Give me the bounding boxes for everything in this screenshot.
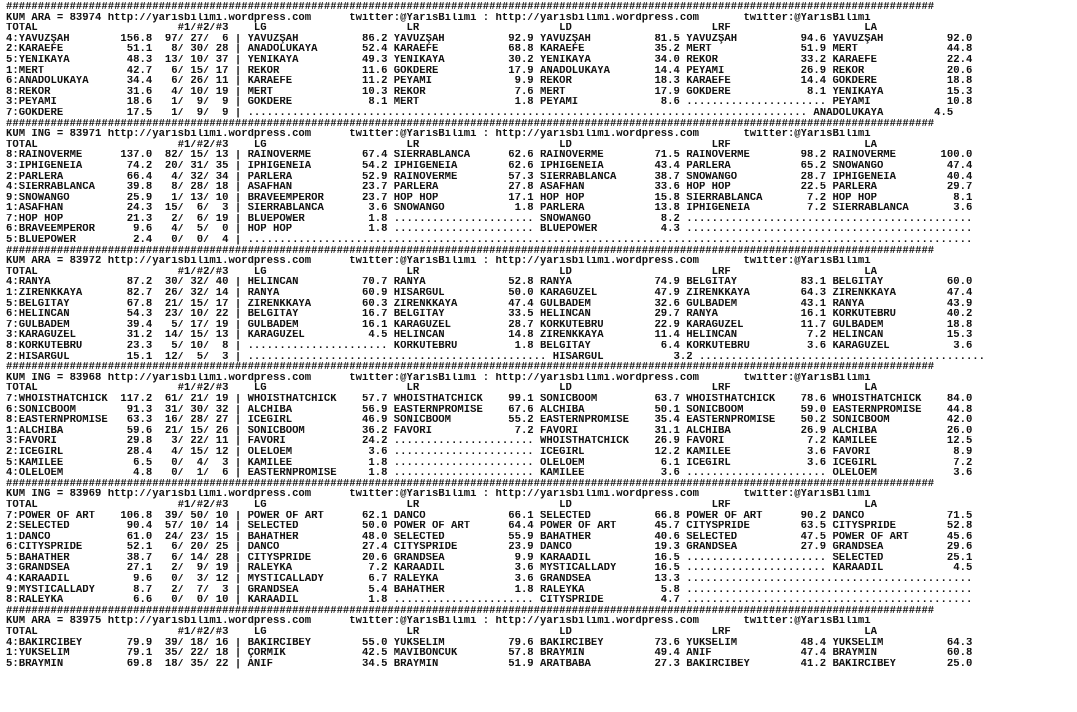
race-header-line: KUM ING = 83971 http://yarisbilimi.wordpress.com twitter:@YarisBilimi : http://yarisbilimi.wordpress.com twitter:@YarisBilimi: [6, 129, 871, 140]
horse-row: 5:BELGİTAY 67.8 21/ 15/ 17 | ZİRENKKAYA 60.3 ZİRENKKAYA 47.4 GÜLBADEM 32.6 GÜLBADEM 43.1 RANYA 43.9: [6, 298, 973, 310]
horse-row: 7:WHOISTHATCHICK 117.2 61/ 21/ 19 | WHOISTHATCHICK 57.7 WHOISTHATCHICK 99.1 SONICBOOM 63.7 WHOISTHATCHICK 78.6 WHOISTHATCHICK 84.0: [6, 393, 973, 405]
horse-row: 6:ANADOLUKAYA 34.4 6/ 26/ 11 | KARAEFE 11.2 PEYAMİ 9.9 REKOR 18.3 KARAEFE 14.4 GÖKDERE 18.8: [6, 76, 973, 87]
horse-row: 1:YÜKSELİM 79.1 35/ 22/ 18 | ÇORMİK 42.5 MAVİBONCUK 57.8 BRAYMİN 49.4 ANİF 47.4 BRAYMİN 60.8: [6, 648, 973, 659]
separator-line: ##################################################################################################################################################: [6, 2, 935, 13]
column-header-line: TOTAL #1/#2/#3 LG LR LD LRF LA: [6, 627, 877, 638]
horse-row: 4:YAVUZŞAH 156.8 97/ 27/ 6 | YAVUZŞAH 86.2 YAVUZŞAH 92.9 YAVUZŞAH 81.5 YAVUZŞAH 94.6 YAVUZŞAH 92.0: [6, 33, 973, 45]
horse-row: 7:GÖKDERE 17.5 1/ 9/ 9 | ........................................................................................ ANADOLUKAYA 4.5: [6, 107, 954, 119]
horse-row: 3:FAVORİ 29.8 3/ 22/ 11 | FAVORİ 24.2 ...................... WHOISTHATCHICK 26.9 FAVORİ 7.2 KAMILEE 12.5: [6, 436, 973, 447]
horse-row: 7:GÜLBADEM 39.4 5/ 17/ 19 | GÜLBADEM 16.1 KARAGÜZEL 28.7 KORKUTEBRU 22.9 KARAGÜZEL 11.7 GÜLBADEM 18.8: [6, 319, 973, 331]
horse-row: 1:MERT 42.7 6/ 15/ 17 | REKOR 11.6 GÖKDERE 17.9 ANADOLUKAYA 14.4 PEYAMİ 26.9 REKOR 20.6: [6, 65, 973, 77]
race-header-line: KUM ARA = 83974 http://yarisbilimi.wordpress.com twitter:@YarisBilimi : http://yarisbilimi.wordpress.com twitter:@YarisBilimi: [6, 12, 871, 24]
horse-row: 7:POWER OF ART 106.8 39/ 50/ 10 | POWER OF ART 62.1 DANCO 66.1 SELECTED 66.8 POWER OF ART 90.2 DANCO 71.5: [6, 510, 973, 522]
separator-line: ##################################################################################################################################################: [6, 245, 935, 257]
separator-line: ##################################################################################################################################################: [6, 478, 935, 490]
horse-row: 5:YENİKAYA 48.3 13/ 10/ 37 | YENİKAYA 49.3 YENİKAYA 30.2 YENİKAYA 34.0 REKOR 33.2 KARAEFE 22.4: [6, 54, 973, 66]
horse-row: 4:KARAADİL 9.6 0/ 3/ 12 | MYSTICALLADY 6.7 RALEYKA 3.6 GRANDSEA 13.3 .............................................: [6, 574, 973, 585]
horse-row: 1:DANCO 61.0 24/ 23/ 15 | BAHATHER 48.0 SELECTED 55.9 BAHATHER 40.6 SELECTED 47.5 POWER OF ART 45.6: [6, 531, 973, 543]
horse-row: 2:ICEGIRL 28.4 4/ 15/ 12 | OLELOEM 3.6 ...................... ICEGIRL 12.2 KAMILEE 3.6 FAVORİ 8.9: [6, 446, 973, 458]
horse-row: 7:HOP HOP 21.3 2/ 6/ 19 | BLUEPOWER 1.8 ...................... SNOWANGO 8.2 .............................................: [6, 213, 973, 225]
horse-row: 2:SELECTED 90.4 57/ 10/ 14 | SELECTED 50.0 POWER OF ART 64.4 POWER OF ART 45.7 CITYSPRIDE 63.5 CITYSPRIDE 52.8: [6, 521, 973, 532]
horse-row: 4:BAKIRCIBEY 79.9 39/ 18/ 16 | BAKIRCIBEY 55.0 YÜKSELİM 79.6 BAKIRCIBEY 73.6 YÜKSELİM 48.4 YÜKSELİM 64.3: [6, 637, 973, 649]
column-header-line: TOTAL #1/#2/#3 LG LR LD LRF LA: [6, 383, 877, 394]
column-header-line: TOTAL #1/#2/#3 LG LR LD LRF LA: [6, 139, 877, 151]
horse-row: 2:PARLERA 66.4 4/ 32/ 34 | PARLERA 52.9 RAINOVERME 57.3 SIERRABLANCA 38.7 SNOWANGO 28.7 IPHIGENEIA 40.4: [6, 171, 973, 183]
horse-row: 8:KORKUTEBRU 23.3 5/ 10/ 8 | ...................... KORKUTEBRU 1.8 BELGİTAY 6.4 KORKUTEBRU 3.6 KARAGÜZEL 3.6: [6, 341, 973, 352]
horse-row: 6:BRAVEEMPEROR 9.6 4/ 5/ 0 | HOP HOP 1.8 ...................... BLUEPOWER 4.3 .............................................: [6, 224, 973, 236]
horse-row: 3:KARAGÜZEL 31.2 14/ 15/ 13 | KARAGÜZEL 4.5 HELİNCAN 14.8 ZİRENKKAYA 11.4 HELİNCAN 7.2 HELİNCAN 15.3: [6, 330, 973, 341]
horse-row: 5:BRAYMİN 69.8 18/ 35/ 22 | ANİF 34.5 BRAYMİN 51.9 ARATBABA 27.3 BAKIRCIBEY 41.2 BAKIRCIBEY 25.0: [6, 658, 973, 670]
horse-row: 8:RALEYKA 6.6 0/ 0/ 10 | KARAADİL 1.8 ...................... CITYSPRIDE 4.7 .............................................: [6, 595, 973, 606]
column-header-line: TOTAL #1/#2/#3 LG LR LD LRF LA: [6, 23, 877, 34]
horse-row: 2:KARAEFE 51.1 8/ 30/ 28 | ANADOLUKAYA 52.4 KARAEFE 68.8 KARAEFE 35.2 MERT 51.9 MERT 44.8: [6, 44, 973, 55]
separator-line: ##################################################################################################################################################: [6, 362, 935, 373]
column-header-line: TOTAL #1/#2/#3 LG LR LD LRF LA: [6, 266, 877, 278]
column-header-line: TOTAL #1/#2/#3 LG LR LD LRF LA: [6, 499, 877, 511]
horse-row: 6:SONICBOOM 91.3 31/ 30/ 32 | ALCHIBA 56.9 EASTERNPROMISE 67.6 ALCHIBA 50.1 SONICBOOM 59.0 EASTERNPROMISE 44.8: [6, 404, 973, 416]
horse-row: 4:RANYA 87.2 30/ 32/ 40 | HELİNCAN 70.7 RANYA 52.8 RANYA 74.9 BELGİTAY 83.1 BELGİTAY 60.0: [6, 277, 973, 289]
horse-row: 6:CITYSPRIDE 52.1 6/ 20/ 25 | DANCO 27.4 CITYSPRIDE 23.9 DANCO 19.3 GRANDSEA 27.9 GRANDSEA 29.6: [6, 542, 973, 553]
horse-row: 5:KAMILEE 6.5 0/ 4/ 3 | KAMILEE 1.8 ...................... OLELOEM 6.1 ICEGIRL 3.6 ICEGIRL 7.2: [6, 457, 973, 469]
horse-row: 1:ALCHIBA 59.6 21/ 15/ 26 | SONICBOOM 36.2 FAVORİ 7.2 FAVORİ 31.1 ALCHIBA 26.9 ALCHIBA 26.0: [6, 425, 973, 437]
separator-line: ##################################################################################################################################################: [6, 605, 935, 617]
horse-row: 3:PEYAMİ 18.6 1/ 9/ 9 | GÖKDERE 8.1 MERT 1.8 PEYAMİ 8.6 ...................... PEYAMİ 10.8: [6, 97, 973, 108]
horse-row: 6:HELİNCAN 54.3 23/ 10/ 22 | BELGİTAY 16.7 BELGİTAY 33.5 HELİNCAN 29.7 RANYA 16.1 KORKUTEBRU 40.2: [6, 309, 973, 320]
horse-row: 5:BAHATHER 38.7 6/ 14/ 28 | CITYSPRIDE 20.6 GRANDSEA 9.9 KARAADİL 16.5 ...................... SELECTED 25.1: [6, 552, 973, 564]
horse-row: 1:ZİRENKKAYA 82.7 26/ 32/ 14 | RANYA 60.9 HİSARGÜL 50.0 KARAGÜZEL 47.9 ZİRENKKAYA 64.3 ZİRENKKAYA 47.4: [6, 288, 973, 299]
horse-row: 4:SIERRABLANCA 39.8 8/ 28/ 18 | ASAFHAN 23.7 PARLERA 27.8 ASAFHAN 33.6 HOP HOP 22.5 PARLERA 29.7: [6, 182, 973, 193]
horse-row: 2:HİSARGÜL 15.1 12/ 5/ 3 | ............................................... HİSARGÜL 3.2 .............................................: [6, 351, 986, 363]
horse-row: 3:GRANDSEA 27.1 2/ 9/ 19 | RALEYKA 7.2 KARAADİL 3.6 MYSTICALLADY 16.5 ...................... KARAADİL 4.5: [6, 563, 973, 575]
horse-row: 4:OLELOEM 4.8 0/ 1/ 6 | EASTERNPROMISE 1.8 ...................... KAMILEE 3.6 ...................... OLELOEM 3.6: [6, 468, 973, 479]
separator-line: ##################################################################################################################################################: [6, 118, 935, 130]
race-header-line: KUM ARA = 83972 http://yarisbilimi.wordpress.com twitter:@YarisBilimi : http://yarisbilimi.wordpress.com twitter:@YarisBilimi: [6, 256, 871, 267]
horse-row: 9:MYSTICALLADY 8.7 2/ 7/ 3 | GRANDSEA 5.4 BAHATHER 1.8 RALEYKA 5.8 .............................................: [6, 584, 973, 596]
horse-row: 8:RAINOVERME 137.0 82/ 15/ 13 | RAINOVERME 67.4 SIERRABLANCA 62.6 RAINOVERME 71.5 RAINOVERME 98.2 RAINOVERME 100.0: [6, 150, 973, 161]
horse-row: 9:SNOWANGO 25.9 1/ 13/ 10 | BRAVEEMPEROR 23.7 HOP HOP 17.1 HOP HOP 15.8 SIERRABLANCA 7.2 HOP HOP 8.1: [6, 192, 973, 204]
horse-row: 1:ASAFHAN 24.3 15/ 6/ 3 | SIERRABLANCA 3.6 SNOWANGO 1.8 PARLERA 13.8 IPHIGENEIA 7.2 SIERRABLANCA 3.6: [6, 203, 973, 214]
horse-row: 5:BLUEPOWER 2.4 0/ 0/ 4 | ..................................................................................................................: [6, 235, 973, 246]
horse-row: 8:EASTERNPROMISE 63.3 16/ 28/ 27 | ICEGIRL 46.9 SONICBOOM 55.2 EASTERNPROMISE 35.4 EASTERNPROMISE 50.2 SONICBOOM 42.0: [6, 415, 973, 426]
horse-row: 3:IPHIGENEIA 74.2 20/ 31/ 35 | IPHIGENEIA 54.2 IPHIGENEIA 62.6 IPHIGENEIA 43.4 PARLERA 65.2 SNOWANGO 47.4: [6, 160, 973, 172]
race-header-line: KUM ARA = 83975 http://yarisbilimi.wordpress.com twitter:@YarisBilimi : http://yarisbilimi.wordpress.com twitter:@YarisBilimi: [6, 616, 871, 628]
race-header-line: KUM ING = 83969 http://yarisbilimi.wordpress.com twitter:@YarisBilimi : http://yarisbilimi.wordpress.com twitter:@YarisBilimi: [6, 489, 871, 500]
horse-row: 8:REKOR 31.6 4/ 10/ 19 | MERT 10.3 REKOR 7.6 MERT 17.9 GÖKDERE 8.1 YENİKAYA 15.3: [6, 86, 973, 98]
race-header-line: KUM ING = 83968 http://yarisbilimi.wordpress.com twitter:@YarisBilimi : http://yarisbilimi.wordpress.com twitter:@YarisBilimi: [6, 372, 871, 384]
